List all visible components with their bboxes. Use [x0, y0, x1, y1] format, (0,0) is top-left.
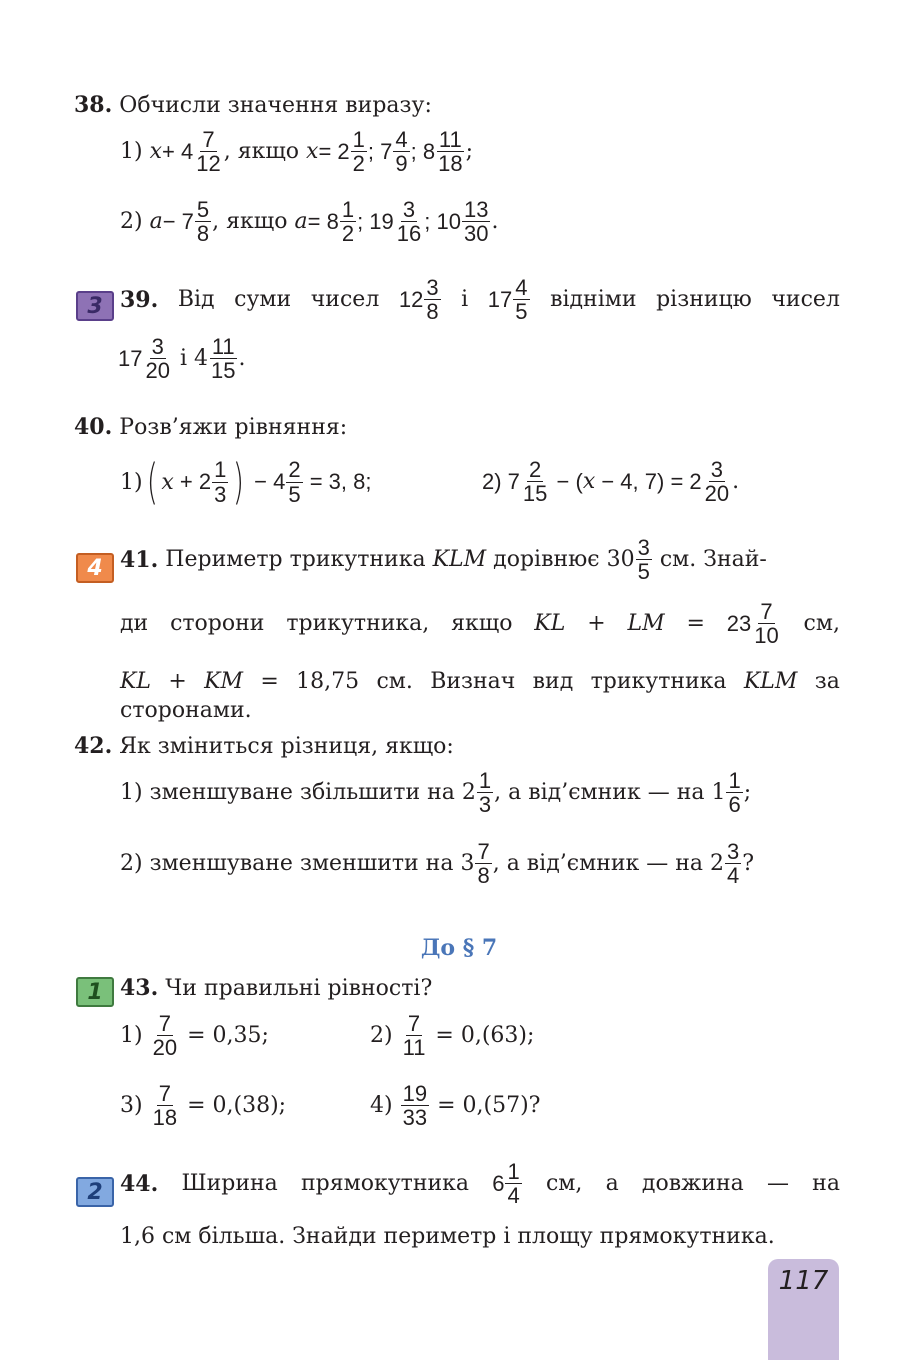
word: см,: [545, 1171, 583, 1197]
word: а: [605, 1171, 619, 1197]
item-label: 1): [120, 469, 143, 495]
problem-44-line-2: [120, 1224, 775, 1249]
problem-42-line-2: [120, 840, 754, 887]
mixed-number: 12 3 8: [398, 275, 439, 325]
problem-text: ;: [743, 780, 752, 806]
math-text: ;: [465, 139, 473, 165]
variable: KLM: [432, 547, 487, 573]
problem-text: 1,6 см більша. Знайди периметр і площу прямокутника.: [120, 1224, 775, 1249]
fraction: 3 20: [704, 457, 730, 507]
math-text: .: [732, 469, 740, 495]
fraction: 1 4: [507, 1159, 520, 1209]
variable: a: [149, 209, 163, 235]
level-3-badge: 3: [76, 291, 114, 321]
math-text: = 0,(57)?: [430, 1093, 541, 1119]
variable: x: [582, 469, 596, 495]
math-text: = 0,(38);: [180, 1093, 287, 1119]
math-text: = 2: [318, 138, 350, 164]
math-text: ; 7: [367, 138, 393, 164]
variable: KM: [204, 669, 244, 694]
fraction: 1 3: [214, 457, 227, 507]
math-text: + 4: [162, 138, 194, 164]
word: трикутника: [590, 669, 727, 694]
problem-text: дорівнює 30: [486, 547, 635, 573]
word: прямокутника: [300, 1171, 470, 1197]
fraction: 3 16: [396, 197, 422, 247]
equality-2: [370, 1012, 534, 1059]
math-text: ; 10: [424, 208, 461, 234]
page-number: 117: [778, 1266, 829, 1296]
problem-38-line-2: [120, 198, 498, 245]
fraction: 2 15: [522, 457, 548, 507]
problem-text: ?: [742, 851, 755, 877]
item-label: 2): [370, 1023, 393, 1049]
word: —: [766, 1171, 789, 1197]
left-paren: (: [146, 454, 158, 510]
fraction: $\frac{7}{18}$: [152, 1081, 178, 1131]
math-text: = 0,35;: [180, 1023, 269, 1049]
problem-43-header: [120, 975, 432, 1001]
problem-text: Як зміниться різниця, якщо:: [119, 733, 454, 759]
word: вид: [532, 669, 574, 694]
word: ди: [120, 611, 149, 637]
fraction: 13 30: [463, 197, 489, 247]
word: =: [260, 669, 279, 694]
math-text: , якщо: [223, 139, 307, 165]
problem-number: 41.: [120, 546, 159, 573]
fraction: 3 4: [727, 839, 740, 889]
fraction: 1 2: [352, 127, 365, 177]
level-4-badge: 4: [76, 553, 114, 583]
fraction: 7 12: [196, 127, 221, 177]
problem-number: 39.: [120, 286, 159, 313]
variable: KL: [534, 611, 566, 637]
problem-text: Чи правильні рівності?: [165, 975, 433, 1001]
fraction: $\frac{7}{20}$: [152, 1011, 178, 1061]
math-text: = 0,(63);: [428, 1023, 535, 1049]
problem-44-line-1: [120, 1160, 840, 1207]
problem-text: см. Знай-: [652, 547, 767, 573]
word: +: [168, 669, 187, 694]
math-text: = 3, 8;: [303, 469, 372, 494]
problem-text: 1) зменшуване збільшити на 2: [120, 780, 476, 806]
problem-38-line-1: [120, 128, 473, 175]
word: різницю: [656, 287, 752, 313]
item-label: 2) 7: [482, 468, 520, 494]
problem-41-line-1: [120, 536, 767, 583]
section-heading: До § 7: [420, 935, 498, 961]
level-1-badge: 1: [76, 977, 114, 1007]
math-text: + 2: [173, 469, 212, 494]
math-text: − 4, 7) = 2: [595, 468, 702, 494]
problem-text: Периметр трикутника: [165, 547, 433, 573]
fraction: 11 18: [438, 127, 463, 177]
word: чисел: [771, 287, 840, 313]
variable: KL: [120, 669, 152, 694]
problem-number: 40.: [74, 414, 113, 440]
word: відніми: [550, 287, 637, 313]
problem-number: 44.: [120, 1170, 159, 1197]
fraction: 1 2: [341, 197, 355, 247]
word: =: [686, 611, 705, 637]
right-paren: ): [233, 454, 245, 510]
fraction: 5 8: [196, 197, 210, 247]
level-2-badge: 2: [76, 1177, 114, 1207]
math-text: .: [491, 209, 499, 235]
word: чисел: [310, 287, 380, 313]
fraction: 3 20: [145, 334, 170, 384]
word: довжина: [641, 1171, 744, 1197]
fraction: $\frac{2}{5}$: [288, 457, 301, 507]
problem-text: Обчисли значення виразу:: [119, 92, 432, 118]
item-label: 1): [120, 139, 143, 165]
fraction: 4 9: [395, 127, 408, 177]
item-label: 2): [120, 209, 143, 235]
problem-42-line-1: [120, 769, 751, 816]
equation-2: [482, 458, 739, 505]
math-text: , якщо: [212, 209, 295, 235]
math-text: − 4: [248, 469, 286, 494]
word: см.: [376, 669, 413, 694]
equality-1: [120, 1012, 269, 1059]
fraction: 11 15: [211, 334, 236, 384]
math-text: − (: [550, 468, 583, 494]
problem-41-line-4: [120, 698, 252, 723]
problem-41-line-2: [120, 600, 840, 647]
fraction: 1 6: [728, 768, 741, 818]
problem-number: 43.: [120, 975, 159, 1001]
problem-text: , а від’ємник — на 1: [494, 780, 726, 806]
item-label: 1): [120, 1023, 143, 1049]
word: Від: [177, 287, 215, 313]
equality-4: [370, 1082, 540, 1129]
math-text: і 4: [172, 346, 208, 372]
variable: x: [161, 469, 174, 495]
problem-41-line-3: [120, 669, 840, 694]
word: см,: [803, 611, 840, 637]
problem-number: 38.: [74, 92, 113, 118]
fraction: 3 8: [426, 275, 439, 325]
variable: x: [306, 139, 319, 165]
problem-text: , а від’ємник — на 2: [492, 851, 725, 877]
word: Ширина: [181, 1171, 278, 1197]
problem-39-line-1: [120, 276, 840, 323]
word: сторони: [170, 611, 265, 637]
equation-1: [120, 454, 372, 510]
word: і: [461, 287, 469, 313]
variable: KLM: [743, 669, 798, 694]
math-text: ; 8: [410, 138, 436, 164]
problem-39-line-2: [118, 335, 245, 382]
problem-text: сторонами.: [120, 698, 252, 723]
word: якщо: [451, 611, 513, 637]
word: +: [587, 611, 606, 637]
problem-40-header: [74, 414, 347, 440]
word: Визнач: [430, 669, 516, 694]
math-text: − 7: [162, 208, 194, 234]
word: 18,75: [296, 669, 360, 694]
variable: a: [294, 209, 308, 235]
math-text: = 8: [307, 208, 339, 234]
fraction: $\frac{7}{11}$: [402, 1011, 426, 1061]
variable: x: [149, 139, 163, 165]
fraction: 7 10: [754, 599, 779, 649]
variable: LM: [627, 611, 665, 637]
problem-38-header: [74, 92, 432, 118]
fraction: 3 5: [637, 535, 650, 585]
fraction: $\frac{19}{33}$: [402, 1081, 428, 1131]
equality-3: [120, 1082, 286, 1129]
problem-number: 42.: [74, 733, 113, 759]
item-label: 3): [120, 1093, 143, 1119]
problem-42-header: [74, 733, 454, 759]
fraction: 7 8: [477, 839, 490, 889]
word: за: [814, 669, 840, 694]
mixed-number: 17 4 5: [487, 275, 528, 325]
mixed-number: 23 7 10: [726, 599, 779, 649]
word: суми: [234, 287, 292, 313]
math-text: .: [238, 346, 246, 372]
math-text: ; 19: [357, 208, 394, 234]
word: трикутника,: [286, 611, 430, 637]
math-text: 17: [118, 345, 143, 371]
problem-text: Розв’яжи рівняння:: [119, 414, 348, 440]
fraction: 4 5: [515, 275, 528, 325]
problem-text: 2) зменшуване зменшити на 3: [120, 851, 475, 877]
word: на: [812, 1171, 840, 1197]
item-label: 4): [370, 1093, 393, 1119]
mixed-number: 6 1 4: [492, 1159, 520, 1209]
fraction: 1 3: [478, 768, 492, 818]
